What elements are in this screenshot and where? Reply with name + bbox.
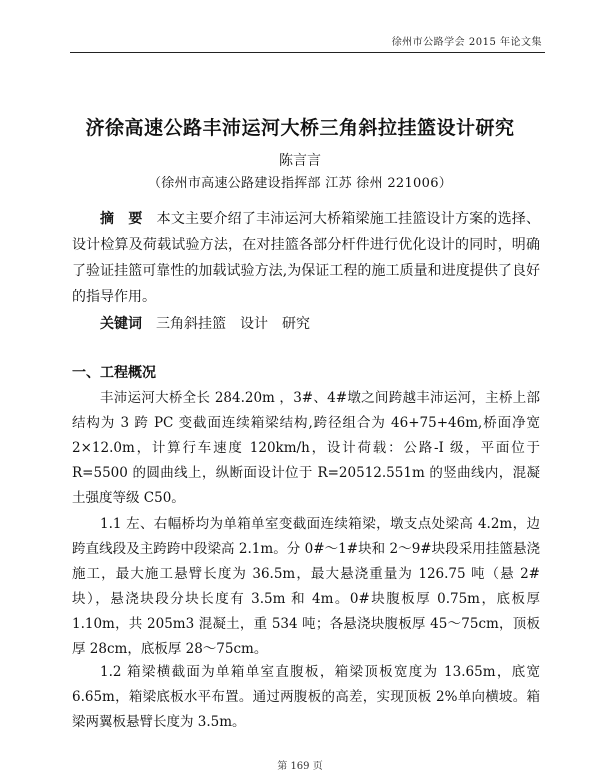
header-rule bbox=[70, 52, 545, 53]
paper-title: 济徐高速公路丰沛运河大桥三角斜拉挂篮设计研究 bbox=[85, 116, 515, 139]
running-header: 徐州市公路学会 2015 年论文集 bbox=[391, 37, 542, 48]
author-affiliation: （徐州市高速公路建设指挥部 江苏 徐州 221006） bbox=[147, 176, 453, 191]
abstract-text: 本文主要介绍了丰沛运河大桥箱梁施工挂篮设计方案的选择、设计检算及荷载试验方法，在对挂篮各部分杆件进行优化设计的同时，明确了验证挂篮可靠性的加载试验方法,为保证工程的施工质量和进度提供了良好的指导作用。 bbox=[72, 211, 541, 305]
keywords-label: 关键词 bbox=[100, 316, 142, 332]
keywords-text: 三角斜挂篮 设计 研究 bbox=[156, 316, 310, 332]
author-name: 陈言言 bbox=[279, 153, 321, 169]
section-heading: 一、工程概况 bbox=[72, 365, 156, 381]
paragraph-1-2: 1.2 箱梁横截面为单箱单室直腹板，箱梁顶板宽度为 13.65m，底宽 6.65m，箱梁底板水平布置。通过两腹板的高差，实现顶板 2%单向横坡。箱梁两翼板悬臂长度为 3.5m。 bbox=[72, 664, 540, 730]
paragraph-overview: 丰沛运河大桥全长 284.20m ，3#、4#墩之间跨越丰沛运河，主桥上部结构为 3 跨 PC 变截面连续箱梁结构,跨径组合为 46+75+46m,桥面净宽 2×12.0m，计算行车速度 120km/h，设计荷载：公路-I 级，平面位于 R=5500 的圆曲线上，纵断面设计位于 R=20512.551m 的竖曲线内，混凝土强度等级 C50。 bbox=[72, 390, 540, 506]
paragraph-1-1: 1.1 左、右幅桥均为单箱单室变截面连续箱梁，墩支点处梁高 4.2m，边跨直线段及主跨跨中段梁高 2.1m。分 0#～1#块和 2～9#块段采用挂篮悬浇施工，最大施工悬臂长度为 36.5m，最大悬浇重量为 126.75 吨（悬 2#块），悬浇块段分块长度有 3.5m 和 4m。0#块腹板厚 0.75m，底板厚 1.10m，共 205m3 混凝土，重 534 吨；各悬浇块腹板厚 45～75cm，顶板厚 28cm，底板厚 28～75cm。 bbox=[72, 516, 540, 657]
page-number: 第 169 页 bbox=[277, 761, 323, 772]
abstract bbox=[72, 206, 540, 310]
abstract-label: 摘 要 bbox=[100, 211, 143, 227]
keywords bbox=[100, 311, 310, 337]
